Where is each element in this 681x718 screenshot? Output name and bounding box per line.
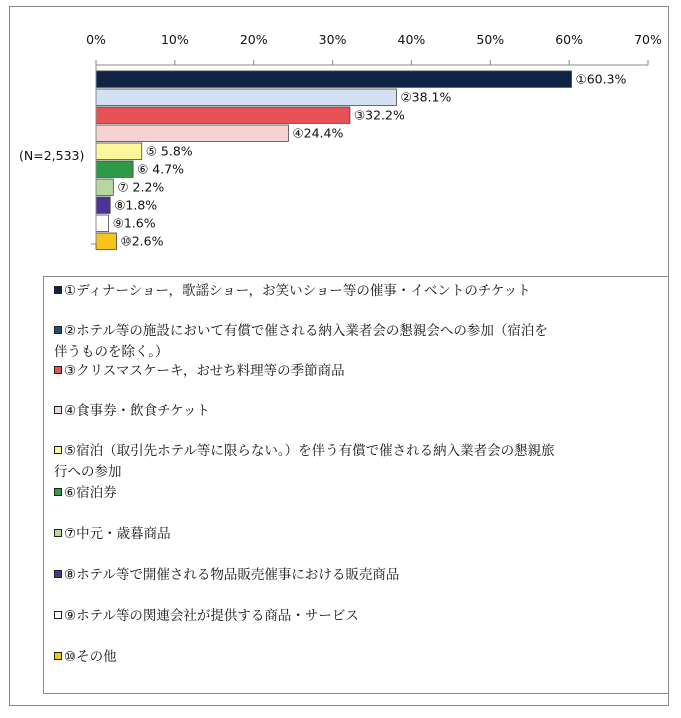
legend-swatch	[54, 529, 62, 537]
bar	[96, 125, 288, 141]
bar-value-label: ④24.4%	[292, 125, 344, 141]
legend-text: ②ホテル等の施設において有償で催される納入業者会の懇親会への参加（宿泊を	[64, 323, 548, 339]
bar-value-label: ⑩2.6%	[120, 233, 164, 249]
bar-value-label: ⑤ 5.8%	[145, 143, 193, 159]
bar	[96, 197, 110, 213]
legend-item	[54, 401, 664, 422]
bar	[96, 215, 109, 231]
bar	[96, 179, 113, 195]
x-tick-label: 60%	[555, 32, 584, 47]
bar	[96, 161, 133, 177]
bar	[96, 89, 396, 105]
legend-text: ⑦中元・歳暮商品	[64, 526, 171, 542]
bar-value-label: ⑨1.6%	[112, 215, 156, 231]
bar-chart	[10, 7, 668, 269]
legend-swatch	[54, 366, 62, 374]
legend-item	[54, 441, 664, 483]
bar-value-label: ⑧1.8%	[114, 197, 158, 213]
legend-text: 伴うものを除く。）	[54, 344, 169, 360]
x-tick-label: 0%	[86, 32, 106, 47]
bar-value-label: ①60.3%	[575, 71, 627, 87]
bar	[96, 143, 142, 159]
sample-size-label: (N=2,533)	[19, 148, 85, 163]
legend-text: ⑧ホテル等で開催される物品販売催事における販売商品	[64, 567, 400, 583]
bar-value-label: ③32.2%	[353, 107, 405, 123]
x-tick-label: 40%	[397, 32, 426, 47]
legend-text: ①ディナーショー，歌謡ショー，お笑いショー等の催事・イベントのチケット	[64, 283, 531, 299]
x-tick-label: 50%	[476, 32, 505, 47]
legend-box	[43, 276, 669, 694]
legend-item	[54, 606, 664, 627]
bar-value-label: ②38.1%	[400, 89, 452, 105]
legend-swatch	[54, 652, 62, 660]
bar	[96, 71, 572, 87]
legend-text: ④食事券・飲食チケット	[64, 403, 210, 419]
x-axis-ticks	[86, 32, 662, 65]
x-tick-label: 70%	[634, 32, 662, 47]
bar	[96, 107, 350, 123]
legend-swatch	[54, 570, 62, 578]
legend-swatch	[54, 326, 62, 334]
legend-text: ⑥宿泊券	[64, 485, 117, 501]
legend-item	[54, 321, 664, 363]
legend-item	[54, 524, 664, 545]
legend-item	[54, 361, 664, 382]
legend-text: ⑨ホテル等の関連会社が提供する商品・サービス	[64, 608, 359, 624]
x-tick-label: 10%	[160, 32, 189, 47]
legend-item	[54, 483, 664, 504]
bar-value-label: ⑥ 4.7%	[137, 161, 185, 177]
legend-item	[54, 281, 664, 302]
legend-text: ⑩その他	[64, 649, 117, 665]
legend-swatch	[54, 611, 62, 619]
legend-item	[54, 565, 664, 586]
legend-swatch	[54, 406, 62, 414]
bar-value-label: ⑦ 2.2%	[117, 179, 165, 195]
legend-text: ③クリスマスケーキ，おせち料理等の季節商品	[64, 363, 345, 379]
chart-frame	[9, 6, 669, 706]
x-tick-label: 30%	[318, 32, 347, 47]
legend-text: 行への参加	[54, 464, 122, 480]
legend-swatch	[54, 488, 62, 496]
legend-text: ⑤宿泊（取引先ホテル等に限らない。）を伴う有償で催される納入業者会の懇親旅	[64, 443, 555, 459]
legend-swatch	[54, 286, 62, 294]
x-tick-label: 20%	[239, 32, 268, 47]
bar	[96, 233, 117, 249]
legend-item	[54, 647, 664, 668]
bars-group	[96, 71, 572, 249]
legend-swatch	[54, 446, 62, 454]
